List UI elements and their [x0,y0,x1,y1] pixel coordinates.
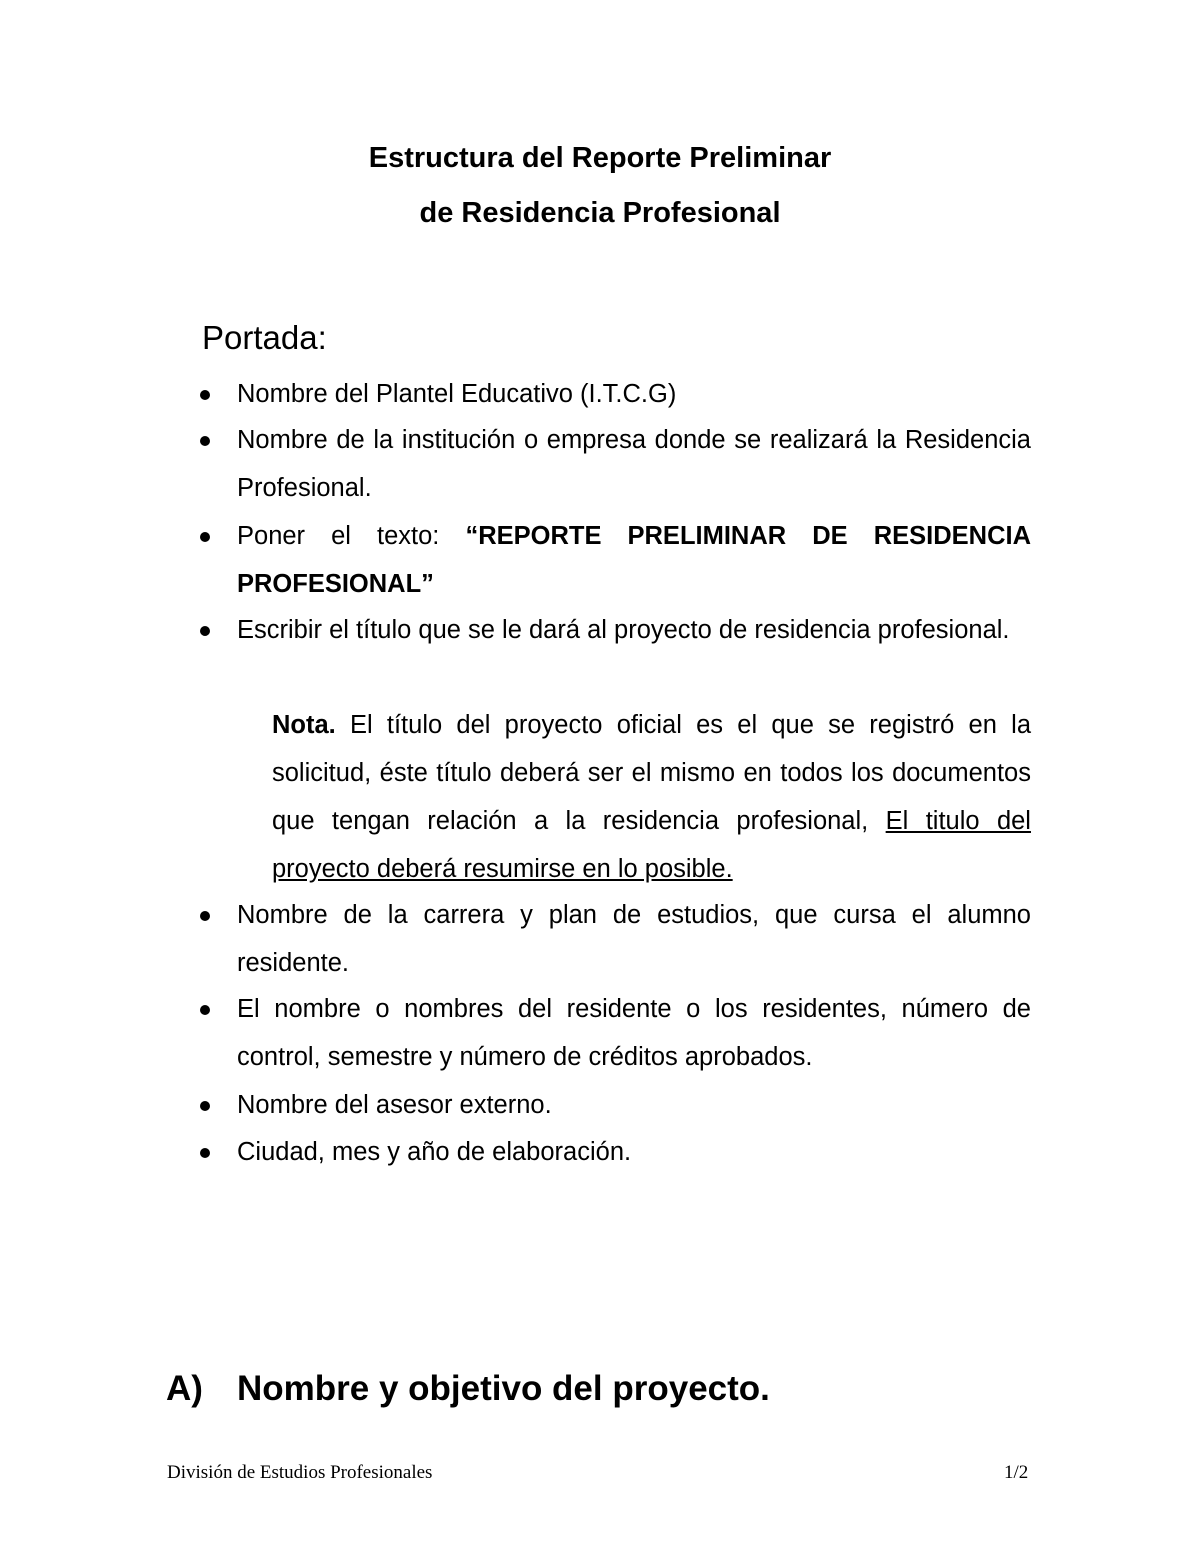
bullet-icon [200,1005,210,1015]
bullet-icon [200,626,210,636]
section-title: Nombre y objetivo del proyecto. [237,1369,770,1408]
bullet-icon [200,1148,210,1158]
list-item-text: Nombre de la institución o empresa donde se realizará la Residencia Profesional. [237,426,1031,502]
list-item-text: Ciudad, mes y año de elaboración. [237,1138,632,1166]
document-title-line1: Estructura del Reporte Preliminar [368,142,832,174]
list-item-text: Escribir el título que se le dará al proyecto de residencia profesional. [237,616,1010,644]
bullet-icon [200,911,210,921]
section-letter: A) [166,1369,203,1408]
list-item-text: El nombre o nombres del residente o los residentes, número de control, semestre y número de créditos aprobados. [237,995,1031,1071]
note-body: El título del proyecto oficial es el que se registró en la solicitud, éste título deberá ser el mismo en todos los documentos que tengan relación a la residencia profesional, [272,711,1031,835]
section-heading-portada: Portada: [202,319,327,356]
bullet-icon [200,436,210,446]
document-title-line2: de Residencia Profesional [419,197,781,229]
list-item-text: Nombre del Plantel Educativo (I.T.C.G) [237,380,677,408]
bullet-icon [200,532,210,542]
note-underlined-text: El titulo del proyecto deberá resumirse en lo posible. [272,807,1031,883]
list-item-text [237,513,1031,608]
list-item-bold-text: “REPORTE PRELIMINAR DE RESIDENCIA PROFESIONAL” [237,522,1031,598]
list-item-text: Nombre de la carrera y plan de estudios, que cursa el alumno residente. [237,901,1031,977]
list-item-text: Nombre del asesor externo. [237,1091,552,1119]
list-item-prefix: Poner el texto: [237,522,466,550]
bullet-icon [200,1101,210,1111]
footer-department: División de Estudios Profesionales [167,1462,433,1483]
page-number: 1/2 [1004,1462,1029,1483]
bullet-icon [200,390,210,400]
note-label: Nota. [272,711,336,739]
note-paragraph [272,701,1031,893]
